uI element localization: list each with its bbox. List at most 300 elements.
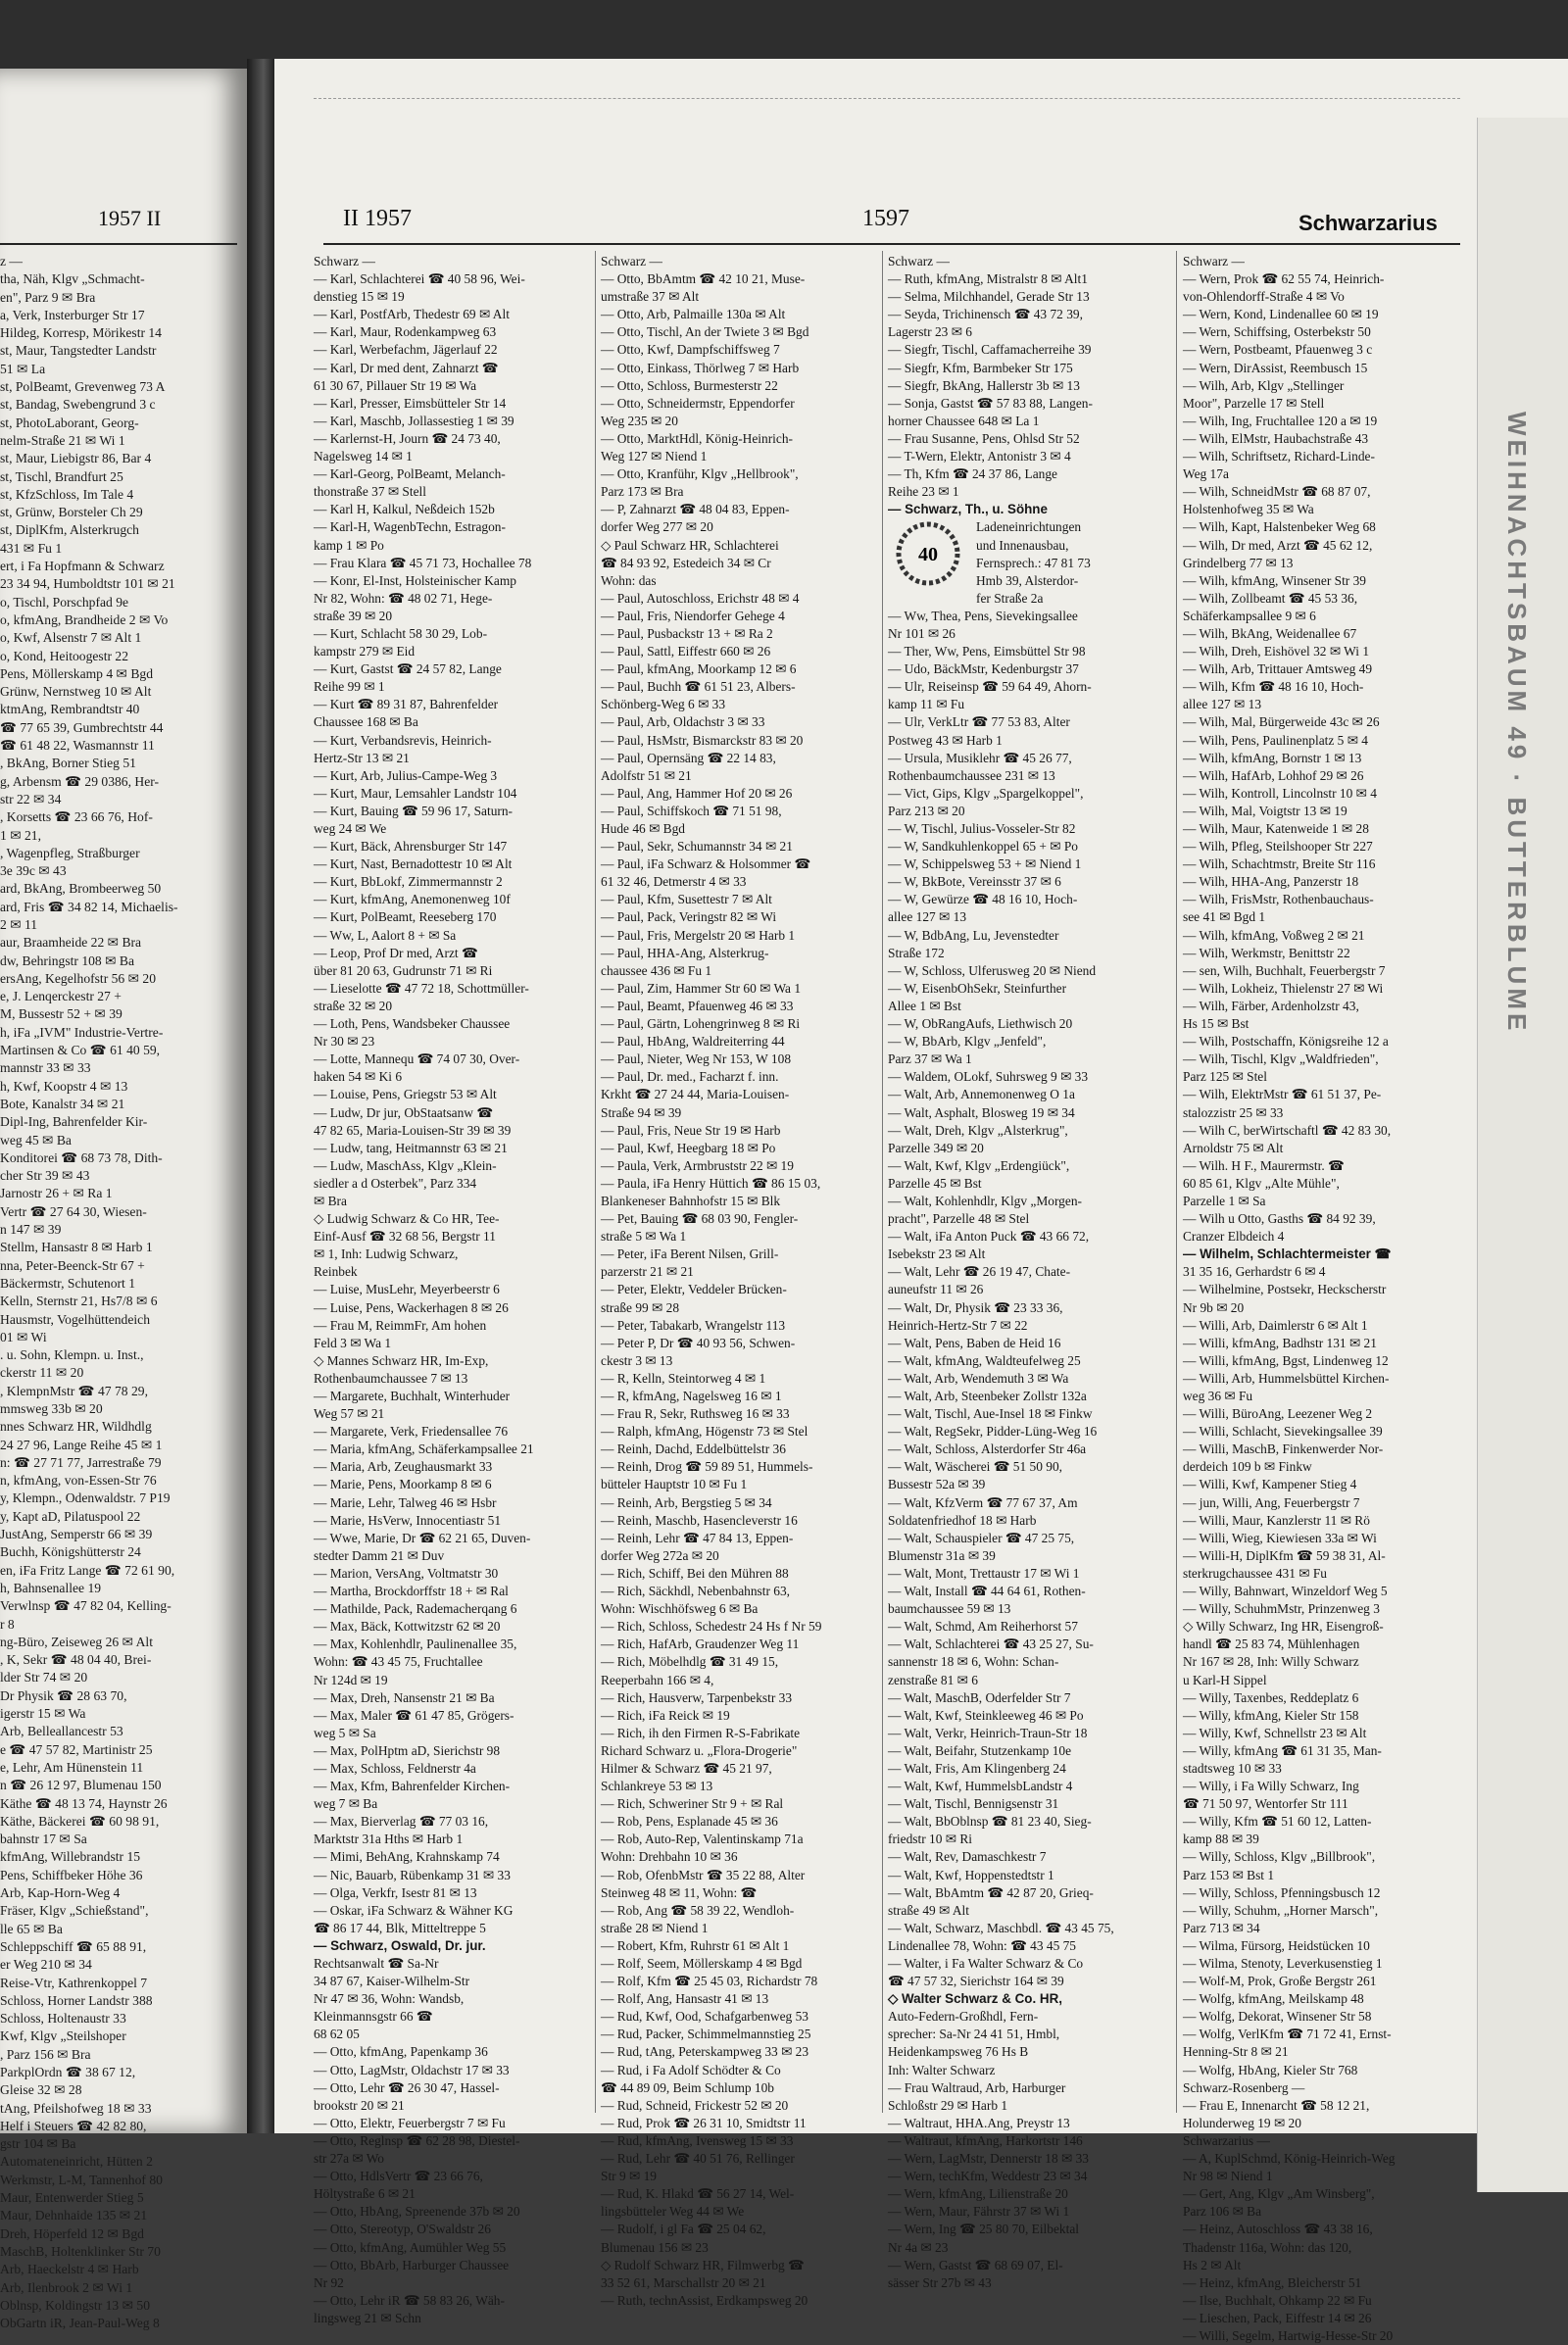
directory-entry-line: — Paul, Nieter, Weg Nr 153, W 108	[601, 1051, 792, 1067]
directory-entry-line: — Max, Bäck, Kottwitzstr 62 ✉ 20	[314, 1619, 501, 1635]
directory-entry-line: — Paul, Schiffskoch ☎ 71 51 98,	[601, 803, 782, 818]
directory-entry-line: — Rud, tAng, Peterskampweg 33 ✉ 23	[601, 2044, 809, 2060]
directory-entry-line: st, PolBeamt, Grevenweg 73 A	[0, 379, 166, 395]
directory-entry-line: — Siegfr, BkAng, Hallerstr 3b ✉ 13	[888, 377, 1080, 393]
directory-entry-line: Parzelle 1 ✉ Sa	[1183, 1193, 1266, 1208]
directory-entry-line: tAng, Pfeilshofweg 18 ✉ 33	[0, 2100, 152, 2116]
directory-entry-line: pracht", Parzelle 48 ✉ Stel	[888, 1211, 1030, 1227]
directory-entry-line: — Kurt, Maur, Lemsahler Landstr 104	[314, 785, 517, 801]
directory-entry-line: — Mathilde, Pack, Rademacherqang 6	[314, 1601, 517, 1617]
directory-entry-line: straße 5 ✉ Wa 1	[601, 1229, 687, 1245]
directory-entry-line: — Wilhelmine, Postsekr, Heckscherstr	[1183, 1282, 1387, 1297]
directory-entry-line: st, Bandag, Swebengrund 3 c	[0, 397, 156, 413]
directory-entry-line: — Otto, HbAng, Spreenende 37b ✉ 20	[314, 2204, 520, 2220]
directory-entry-line: — Walt, Verkr, Heinrich-Traun-Str 18	[888, 1725, 1088, 1740]
directory-entry-line: — Frau M, ReimmFr, Am hohen	[314, 1317, 487, 1333]
directory-entry-line: — Paul, Kfm, Susettestr 7 ✉ Alt	[601, 892, 772, 907]
directory-entry-line: — Wern, Kond, Lindenallee 60 ✉ 19	[1183, 307, 1379, 322]
directory-entry-line: a, Verk, Insterburger Str 17	[0, 307, 145, 322]
directory-entry-line: Martinsen & Co ☎ 61 40 59,	[0, 1043, 161, 1058]
directory-entry-line: — Paul, Gärtn, Lohengrinweg 8 ✉ Ri	[601, 1016, 801, 1032]
directory-entry-line: — Karl, Maur, Rodenkampweg 63	[314, 324, 497, 340]
directory-entry-line: — Wwe, Marie, Dr ☎ 62 21 65, Duven-	[314, 1530, 531, 1545]
directory-entry-line: — Wilh, Ing, Fruchtallee 120 a ✉ 19	[1183, 413, 1378, 428]
directory-entry-line: — W, Schloss, Ulferusweg 20 ✉ Niend	[888, 962, 1097, 978]
directory-entry-line: — Rich, HafArb, Graudenzer Weg 11	[601, 1637, 800, 1652]
directory-entry-line: Maur, Entenwerder Stieg 5	[0, 2190, 144, 2206]
directory-entry-line: ◇ Ludwig Schwarz & Co HR, Tee-	[314, 1211, 500, 1227]
directory-entry-line: Helf i Steuers ☎ 42 82 80,	[0, 2118, 147, 2133]
directory-entry-line: — Kurt, Bäck, Ahrensburger Str 147	[314, 839, 508, 855]
directory-entry-line: stadtsweg 10 ✉ 33	[1183, 1760, 1282, 1776]
directory-entry-line: n: ☎ 27 71 77, Jarrestraße 79	[0, 1454, 162, 1470]
directory-entry-line: — Rud, Packer, Schimmelmannstieg 25	[601, 2027, 811, 2042]
directory-entry-line: weg 7 ✉ Ba	[314, 1796, 378, 1812]
directory-entry-line: Jarnostr 26 + ✉ Ra 1	[0, 1186, 113, 1201]
directory-entry-line: — Otto, MarktHdl, König-Heinrich-	[601, 430, 793, 446]
directory-entry-line: Adolfstr 51 ✉ 21	[601, 767, 692, 783]
directory-entry-line: Werkmstr, L-M, Tannenhof 80	[0, 2172, 163, 2187]
directory-entry-line: Steinweg 48 ✉ 11, Wohn: ☎	[601, 1884, 758, 1900]
directory-entry-line: — Frau Waltraud, Arb, Harburger	[888, 2079, 1066, 2095]
directory-entry-line: — Frau R, Sekr, Ruthsweg 16 ✉ 33	[601, 1406, 790, 1422]
directory-entry-line: — Willy, kfmAng ☎ 61 31 35, Man-	[1183, 1742, 1382, 1758]
directory-entry-line: — Wilh, Arb, Trittauer Amtsweg 49	[1183, 661, 1373, 677]
directory-entry-line: sannenstr 18 ✉ 6, Wohn: Schan-	[888, 1654, 1059, 1670]
right-page-header-left: II 1957	[343, 206, 412, 231]
directory-entry-line: lingsbütteler Weg 44 ✉ We	[601, 2204, 745, 2220]
directory-entry-line: — Walt, RegSekr, Pidder-Lüng-Weg 16	[888, 1424, 1098, 1440]
directory-entry-line: — Wilh, ElektrMstr ☎ 61 51 37, Pe-	[1183, 1087, 1382, 1102]
directory-entry-line: kfmAng, Willebrandstr 15	[0, 1849, 141, 1865]
directory-entry-line: Pens, Schiffbeker Höhe 36	[0, 1867, 143, 1882]
directory-entry-line: mannstr 33 ✉ 33	[0, 1060, 91, 1076]
directory-entry-line: — Willi, Kwf, Kampener Stieg 4	[1183, 1477, 1357, 1492]
directory-entry-line: h, Kwf, Koopstr 4 ✉ 13	[0, 1078, 128, 1094]
directory-entry-line: Hilmer & Schwarz ☎ 45 21 97,	[601, 1760, 772, 1776]
directory-entry-line: kamp 1 ✉ Po	[314, 537, 384, 553]
directory-entry-line: Straße 94 ✉ 39	[601, 1104, 682, 1120]
directory-entry-line: — Kurt, Verbandsrevis, Heinrich-	[314, 732, 492, 748]
directory-entry-line: — Paul, Sattl, Eiffestr 660 ✉ 26	[601, 644, 771, 660]
directory-entry-line: — Marion, VersAng, Voltmatstr 30	[314, 1565, 499, 1581]
directory-entry-line: — Wilh, ElMstr, Haubachstraße 43	[1183, 430, 1369, 446]
directory-entry-line: — Walt, Kohlenhdlr, Klgv „Morgen-	[888, 1193, 1082, 1208]
directory-entry-line: str 22 ✉ 34	[0, 791, 62, 806]
directory-entry-line: — Walt, Kwf, HummelsbLandstr 4	[888, 1779, 1073, 1794]
directory-entry-line: nnes Schwarz HR, Wildhdlg	[0, 1419, 152, 1435]
directory-entry-line: ◇ Willy Schwarz, Ing HR, Eisengroß-	[1183, 1619, 1384, 1635]
directory-entry-line: Buchh, Königshütterstr 24	[0, 1544, 141, 1560]
directory-entry-line: — Walt, Fris, Am Klingenberg 24	[888, 1760, 1066, 1776]
directory-entry-line: MaschB, Holtenklinker Str 70	[0, 2243, 161, 2259]
directory-entry-line: — Paul, Ang, Hammer Hof 20 ✉ 26	[601, 785, 793, 801]
directory-entry-line: — Loth, Pens, Wandsbeker Chaussee	[314, 1016, 511, 1032]
directory-entry-line: — Otto, Lehr iR ☎ 58 83 26, Wäh-	[314, 2292, 505, 2308]
emblem-number: 40	[918, 543, 938, 565]
directory-entry-line: — Walt, Dreh, Klgv „Alsterkrug",	[888, 1122, 1068, 1138]
directory-entry-line: dw, Behringstr 108 ✉ Ba	[0, 953, 134, 968]
directory-entry-line: Höltystraße 6 ✉ 21	[314, 2186, 416, 2202]
directory-entry-line: sterkrugchaussee 431 ✉ Fu	[1183, 1565, 1327, 1581]
directory-entry-line: Heinrich-Hertz-Str 7 ✉ 22	[888, 1317, 1028, 1333]
directory-entry-line: ☎ 44 89 09, Beim Schlump 10b	[601, 2079, 774, 2095]
directory-entry-line: Nr 30 ✉ 23	[314, 1034, 375, 1050]
column-3	[888, 253, 1170, 2292]
directory-entry-line: e, J. Lenqerckestr 27 +	[0, 989, 122, 1004]
directory-entry-line: ckerstr 11 ✉ 20	[0, 1365, 84, 1381]
directory-entry-line: ng-Büro, Zeiseweg 26 ✉ Alt	[0, 1634, 153, 1649]
directory-entry-line: — Walt, Arb, Annemonenweg O 1a	[888, 1087, 1075, 1102]
directory-entry-line: — Walt, BbAmtm ☎ 42 87 20, Grieq-	[888, 1884, 1094, 1900]
directory-entry-line: Kelln, Sternstr 21, Hs7/8 ✉ 6	[0, 1294, 158, 1309]
directory-entry-line: von-Ohlendorff-Straße 4 ✉ Vo	[1183, 289, 1345, 305]
directory-entry-line: straße 32 ✉ 20	[314, 998, 393, 1013]
directory-entry-line: — Siegfr, Tischl, Caffamacherreihe 39	[888, 342, 1092, 358]
directory-entry-line: — Walt, Kwf, Hoppenstedtstr 1	[888, 1867, 1054, 1882]
directory-entry-line: Weg 17a	[1183, 466, 1229, 482]
directory-entry-line: — Marie, HsVerw, Innocentiastr 51	[314, 1512, 502, 1528]
edge-text: WEIHNACHTSBAUM 49 · BUTTERBLUME	[1502, 412, 1532, 1035]
directory-entry-line: — Wolfg, VerlKfm ☎ 71 72 41, Ernst-	[1183, 2027, 1392, 2042]
directory-entry-line: — Walt, MaschB, Oderfelder Str 7	[888, 1689, 1071, 1705]
directory-entry-line: see 41 ✉ Bgd 1	[1183, 909, 1266, 925]
directory-entry-line: dorfer Weg 277 ✉ 20	[601, 519, 713, 535]
directory-entry-line: — Willy, Schuhm, „Horner Marsch",	[1183, 1902, 1379, 1918]
directory-entry-line: — Otto, Arb, Palmaille 130a ✉ Alt	[601, 307, 786, 322]
directory-entry-line: — Walt, Tischl, Aue-Insel 18 ✉ Finkw	[888, 1406, 1093, 1422]
directory-entry-line: h, Bahnsenallee 19	[0, 1580, 102, 1595]
directory-entry-line: — Rolf, Kfm ☎ 25 45 03, Richardstr 78	[601, 1974, 818, 1989]
directory-entry-line: Käthe ☎ 48 13 74, Haynstr 26	[0, 1795, 168, 1811]
directory-entry-line: JustAng, Semperstr 66 ✉ 39	[0, 1527, 153, 1542]
directory-entry-line: — Rob, Pens, Esplanade 45 ✉ 36	[601, 1814, 778, 1830]
directory-entry-line: st, KfzSchloss, Im Tale 4	[0, 486, 134, 502]
directory-entry-line: Schönberg-Weg 6 ✉ 33	[601, 697, 726, 712]
directory-entry-line: — Walt, Schwarz, Maschbdl. ☎ 43 45 75,	[888, 1920, 1114, 1935]
directory-entry-line: 24 27 96, Lange Reihe 45 ✉ 1	[0, 1437, 163, 1452]
directory-entry-line: — Wern, Prok ☎ 62 55 74, Heinrich-	[1183, 271, 1385, 287]
directory-entry-line: umstraße 37 ✉ Alt	[601, 289, 700, 305]
directory-entry-line: — Ludw, Dr jur, ObStaatsanw ☎	[314, 1104, 494, 1120]
directory-entry-line: Hs 15 ✉ Bst	[1183, 1016, 1250, 1032]
directory-entry-line: Kleinmannsgstr 66 ☎	[314, 2009, 433, 2025]
directory-entry-line: — Walt, BbOblnsp ☎ 81 23 40, Sieg-	[888, 1814, 1092, 1830]
directory-entry-line: — Wilh. H F., Maurermstr. ☎	[1183, 1157, 1345, 1173]
top-fold-line	[314, 98, 1460, 99]
directory-entry-line: — Waltraut, HHA.Ang, Preystr 13	[888, 2115, 1070, 2130]
directory-entry-line: fer Straße 2a	[976, 590, 1044, 606]
directory-entry-line: st, Maur, Tangstedter Landstr	[0, 343, 157, 359]
directory-entry-line: Maur, Dehnhaide 135 ✉ 21	[0, 2208, 148, 2223]
directory-entry-line: — Nic, Bauarb, Rübenkamp 31 ✉ 33	[314, 1867, 511, 1882]
directory-entry-line: nelm-Straße 21 ✉ Wi 1	[0, 432, 125, 448]
directory-entry-line: — Th, Kfm ☎ 24 37 86, Lange	[888, 466, 1058, 482]
directory-entry-line: — Otto, BbArb, Harburger Chaussee	[314, 2257, 510, 2272]
directory-entry-line: aur, Braamheide 22 ✉ Bra	[0, 935, 142, 951]
directory-entry-line: Allee 1 ✉ Bst	[888, 998, 961, 1013]
directory-entry-line: weg 45 ✉ Ba	[0, 1132, 72, 1148]
directory-entry-line: — Wern, Schiffsing, Osterbekstr 50	[1183, 324, 1371, 340]
directory-entry-line: — Wilh, HHA-Ang, Panzerstr 18	[1183, 874, 1359, 890]
directory-entry-line: Automateneinricht, Hütten 2	[0, 2154, 153, 2170]
directory-entry-line: — Frau Klara ☎ 45 71 73, Hochallee 78	[314, 555, 532, 570]
directory-entry-line: — Kurt, Arb, Julius-Campe-Weg 3	[314, 767, 498, 783]
directory-entry-line: — W, ObRangAufs, Liethwisch 20	[888, 1016, 1073, 1032]
directory-entry-line: — Otto, Kranführ, Klgv „Hellbrook",	[601, 466, 799, 482]
directory-entry-line: ☎ 77 65 39, Gumbrechtstr 44	[0, 719, 164, 735]
directory-entry-line: Schloss, Holtenaustr 33	[0, 2011, 126, 2027]
directory-entry-line: — R, Kelln, Steintorweg 4 ✉ 1	[601, 1370, 766, 1386]
directory-entry-line: Arb, Belleallancestr 53	[0, 1724, 123, 1739]
directory-entry-line: — Willy, Kwf, Schnellstr 23 ✉ Alt	[1183, 1725, 1367, 1740]
directory-entry-line: — Rob, Auto-Rep, Valentinskamp 71a	[601, 1832, 804, 1847]
directory-entry-line: — jun, Willi, Ang, Feuerbergstr 7	[1183, 1494, 1360, 1510]
directory-entry-line: — Wilh, Schriftsetz, Richard-Linde-	[1183, 449, 1375, 464]
directory-entry-line: Bäckermstr, Schutenort 1	[0, 1275, 136, 1291]
book-gutter	[247, 59, 274, 2133]
directory-entry-line: — Paul, Pusbackstr 13 + ✉ Ra 2	[601, 625, 773, 641]
directory-entry-line: — Otto, Schneidermstr, Eppendorfer	[601, 395, 795, 411]
directory-entry-line: Bote, Kanalstr 34 ✉ 21	[0, 1096, 125, 1111]
directory-entry-line: Ladeneinrichtungen	[976, 519, 1082, 535]
directory-entry-line: — Otto, Schloss, Burmesterstr 22	[601, 377, 778, 393]
directory-entry-line: straße 39 ✉ 20	[314, 608, 393, 623]
directory-entry-line: Gleise 32 ✉ 28	[0, 2082, 82, 2098]
directory-entry-line: tha, Näh, Klgv „Schmacht-	[0, 271, 145, 287]
directory-entry-line: — Rich, Säckhdl, Nebenbahnstr 63,	[601, 1584, 791, 1599]
directory-entry-line: — Oskar, iFa Schwarz & Wähner KG	[314, 1902, 514, 1918]
directory-entry-line: — Willi, Arb, Hummelsbüttel Kirchen-	[1183, 1370, 1390, 1386]
directory-entry-line: Schlankreye 53 ✉ 13	[601, 1779, 713, 1794]
directory-entry-line: Nr 82, Wohn: ☎ 48 02 71, Hege-	[314, 590, 493, 606]
directory-entry-line: Nr 47 ✉ 36, Wohn: Wandsb,	[314, 1991, 465, 2007]
directory-entry-line: — Paul, Arb, Oldachstr 3 ✉ 33	[601, 714, 765, 730]
directory-entry-line: — Willi, kfmAng, Bgst, Lindenweg 12	[1183, 1352, 1389, 1368]
directory-entry-line: — Karlernst-H, Journ ☎ 24 73 40,	[314, 430, 501, 446]
directory-entry-line: Dr Physik ☎ 28 63 70,	[0, 1687, 127, 1703]
directory-entry-line: — Udo, BäckMstr, Kedenburgstr 37	[888, 661, 1079, 677]
directory-entry-line: — Peter, Tabakarb, Wrangelstr 113	[601, 1317, 786, 1333]
directory-entry-line: — Seyda, Trichinensch ☎ 43 72 39,	[888, 307, 1083, 322]
directory-entry-line: 61 30 67, Pillauer Str 19 ✉ Wa	[314, 377, 477, 393]
directory-entry-line: ☎ 86 17 44, Blk, Mitteltreppe 5	[314, 1920, 486, 1935]
directory-entry-line: g, Arbensm ☎ 29 0386, Her-	[0, 773, 160, 789]
directory-entry-line: — Wolf-M, Prok, Große Bergstr 261	[1183, 1974, 1377, 1989]
directory-entry-line: Fräser, Klgv „Schießstand",	[0, 1903, 149, 1919]
directory-entry-line: Nr 92	[314, 2274, 344, 2290]
directory-entry-line: — Paul, HbAng, Waldreiterring 44	[601, 1034, 785, 1050]
directory-entry-line: haken 54 ✉ Ki 6	[314, 1069, 403, 1085]
directory-entry-line: Arnoldstr 75 ✉ Alt	[1183, 1140, 1284, 1155]
directory-entry-line: — Rolf, Ang, Hansastr 41 ✉ 13	[601, 1991, 769, 2007]
directory-entry-line: — Heinz, kfmAng, Bleicherstr 51	[1183, 2274, 1362, 2290]
directory-entry-line: — Willi, Arb, Daimlerstr 6 ✉ Alt 1	[1183, 1317, 1368, 1333]
directory-entry-line: — Wern, Gastst ☎ 68 69 07, El-	[888, 2257, 1063, 2272]
header-rule	[323, 243, 1460, 245]
directory-entry-line: — Rob, Ang ☎ 58 39 22, Wendloh-	[601, 1902, 795, 1918]
directory-entry-line: — Mimi, BehAng, Krahnskamp 74	[314, 1849, 500, 1865]
directory-entry-line: — W, EisenbOhSekr, Steinfurther	[888, 980, 1067, 996]
directory-entry-line: — Maria, Arb, Zeughausmarkt 33	[314, 1459, 493, 1475]
directory-entry-line: — Walt, kfmAng, Waldteufelweg 25	[888, 1352, 1081, 1368]
directory-entry-line: — Wilma, Fürsorg, Heidstücken 10	[1183, 1937, 1370, 1953]
directory-entry-line: Isebekstr 23 ✉ Alt	[888, 1246, 986, 1262]
directory-entry-line: Chaussee 168 ✉ Ba	[314, 714, 418, 730]
directory-entry-line: — Wilh, Färber, Ardenholzstr 43,	[1183, 998, 1359, 1013]
directory-entry-line: Weg 235 ✉ 20	[601, 413, 678, 428]
directory-entry-line: Krkht ☎ 27 24 44, Maria-Louisen-	[601, 1087, 790, 1102]
directory-entry-line: — Lieschen, Pack, Eiffestr 14 ✉ 26	[1183, 2310, 1372, 2325]
directory-entry-line: Hertz-Str 13 ✉ 21	[314, 750, 410, 765]
directory-entry-line: e, Lehr, Am Hünenstein 11	[0, 1759, 144, 1775]
directory-entry-line: — Paul, Autoschloss, Erichstr 48 ✉ 4	[601, 590, 800, 606]
directory-entry-line: — Paul, Dr. med., Facharzt f. inn.	[601, 1069, 779, 1085]
directory-entry-line: — Ther, Ww, Pens, Eimsbüttel Str 98	[888, 644, 1086, 660]
directory-entry-line: — Karl, PostfArb, Thedestr 69 ✉ Alt	[314, 307, 510, 322]
directory-entry-line: Reeperbahn 166 ✉ 4,	[601, 1672, 714, 1687]
directory-entry-line: Parzelle 349 ✉ 20	[888, 1140, 984, 1155]
directory-entry-line: — Wilh, Zollbeamt ☎ 45 53 36,	[1183, 590, 1358, 606]
directory-entry-line: Dipl-Ing, Bahrenfelder Kir-	[0, 1114, 148, 1130]
directory-entry-line: — Otto, Elektr, Feuerbergstr 7 ✉ Fu	[314, 2115, 506, 2130]
directory-entry-line: — Wilh, Lokheiz, Thielenstr 27 ✉ Wi	[1183, 980, 1384, 996]
directory-entry-line: — Walt, Schauspieler ☎ 47 25 75,	[888, 1530, 1075, 1545]
directory-entry-line: — Schwarz, Th., u. Söhne	[888, 502, 1048, 517]
column-divider	[882, 251, 883, 2113]
directory-entry-line: — Karl, Maschb, Jollassestieg 1 ✉ 39	[314, 413, 514, 428]
directory-entry-line: — Ww, L, Aalort 8 + ✉ Sa	[314, 927, 457, 943]
directory-entry-line: Parz 713 ✉ 34	[1183, 1920, 1260, 1935]
directory-entry-line: — Wilh, Schachtmstr, Breite Str 116	[1183, 856, 1376, 872]
directory-entry-line: — Gert, Ang, Klgv „Am Winsberg",	[1183, 2186, 1375, 2202]
directory-entry-line: ◇ Paul Schwarz HR, Schlachterei	[601, 537, 779, 553]
directory-entry-line: — Ruth, technAssist, Erdkampsweg 20	[601, 2292, 808, 2308]
directory-entry-line: — Ulr, VerkLtr ☎ 77 53 83, Alter	[888, 714, 1070, 730]
directory-entry-line: Dreh, Höperfeld 12 ✉ Bgd	[0, 2225, 144, 2241]
directory-entry-line: — Otto, Reglnsp ☎ 62 28 98, Diestel-	[314, 2132, 520, 2148]
directory-entry-line: — Marie, Pens, Moorkamp 8 ✉ 6	[314, 1477, 492, 1492]
directory-entry-line: Schwarz —	[888, 254, 950, 269]
directory-entry-line: n, kfmAng, von-Essen-Str 76	[0, 1473, 157, 1489]
directory-entry-line: — Wilh, Tischl, Klgv „Waldfrieden",	[1183, 1051, 1379, 1067]
directory-entry-line: — Rich, ih den Firmen R-S-Fabrikate	[601, 1725, 801, 1740]
directory-entry-line: Weg 127 ✉ Niend 1	[601, 449, 708, 464]
directory-entry-line: , Parz 156 ✉ Bra	[0, 2046, 91, 2062]
directory-entry-line: M, Bussestr 52 + ✉ 39	[0, 1006, 122, 1022]
directory-entry-line: — Margarete, Buchhalt, Winterhuder	[314, 1389, 511, 1403]
directory-entry-line: en", Parz 9 ✉ Bra	[0, 289, 96, 305]
directory-entry-line: — Willi, kfmAng, Badhstr 131 ✉ 21	[1183, 1335, 1377, 1350]
directory-entry-line: — Rich, Hausverw, Tarpenbekstr 33	[601, 1689, 793, 1705]
left-page-header: 1957 II	[98, 206, 162, 230]
directory-entry-line: Schloßstr 29 ✉ Harb 1	[888, 2097, 1008, 2113]
directory-entry-line: — Willi, Segelm, Hartwig-Hesse-Str 20	[1183, 2327, 1394, 2343]
directory-entry-line: — Reinh, Maschb, Hasencleverstr 16	[601, 1512, 798, 1528]
directory-entry-line: . u. Sohn, Klempn. u. Inst.,	[0, 1347, 144, 1363]
directory-entry-line: — Heinz, Autoschloss ☎ 43 38 16,	[1183, 2222, 1373, 2237]
directory-entry-line: — Wilh, BkAng, Weidenallee 67	[1183, 625, 1357, 641]
directory-entry-line: straße 49 ✉ Alt	[888, 1902, 969, 1918]
directory-entry-line: ☎ 47 57 32, Sierichstr 164 ✉ 39	[888, 1974, 1064, 1989]
directory-entry-line: 1 ✉ 21,	[0, 827, 41, 843]
directory-entry-line: thonstraße 37 ✉ Stell	[314, 484, 426, 500]
directory-entry-line: — Max, Bierverlag ☎ 77 03 16,	[314, 1814, 489, 1830]
directory-entry-line: — Rich, Schloss, Schedestr 24 Hs f Nr 59	[601, 1619, 822, 1635]
directory-entry-line: Nagelsweg 14 ✉ 1	[314, 449, 413, 464]
directory-entry-line: — Wilh, Dr med, Arzt ☎ 45 62 12,	[1183, 537, 1373, 553]
directory-entry-line: Grindelberg 77 ✉ 13	[1183, 555, 1294, 570]
directory-entry-line: Feld 3 ✉ Wa 1	[314, 1335, 392, 1350]
directory-entry-line: Marktstr 31a Hths ✉ Harb 1	[314, 1832, 464, 1847]
column-divider	[595, 251, 596, 2113]
directory-entry-line: — Max, Dreh, Nansenstr 21 ✉ Ba	[314, 1689, 495, 1705]
directory-entry-line: ParkplOrdn ☎ 38 67 12,	[0, 2064, 136, 2079]
directory-entry-line: Nr 167 ✉ 28, Inh: Willy Schwarz	[1183, 1654, 1359, 1670]
directory-entry-line: — Waltraut, kfmAng, Harkortstr 146	[888, 2132, 1083, 2148]
directory-entry-line: 01 ✉ Wi	[0, 1329, 47, 1344]
directory-entry-line: — Otto, Stereotyp, O'Swaldstr 26	[314, 2222, 491, 2237]
directory-entry-line: Arb, Haeckelstr 4 ✉ Harb	[0, 2262, 139, 2277]
directory-entry-line: Reihe 23 ✉ 1	[888, 484, 959, 500]
directory-entry-line: , K, Sekr ☎ 48 04 40, Brei-	[0, 1652, 152, 1668]
directory-entry-line: Arb, Ilenbrook 2 ✉ Wi 1	[0, 2279, 133, 2295]
directory-entry-line: Nr 101 ✉ 26	[888, 625, 956, 641]
adjacent-page-edge	[1477, 118, 1568, 2192]
directory-entry-line: kampstr 279 ✉ Eid	[314, 644, 416, 660]
directory-entry-line: str 27a ✉ Wo	[314, 2151, 385, 2167]
directory-entry-line: Pens, Möllerskamp 4 ✉ Bgd	[0, 665, 154, 681]
directory-entry-line: — Peter P, Dr ☎ 40 93 56, Schwen-	[601, 1335, 796, 1350]
directory-entry-line: — Paul, Opernsäng ☎ 22 14 83,	[601, 750, 776, 765]
directory-entry-line: st, Maur, Liebigstr 86, Bar 4	[0, 451, 152, 466]
directory-entry-line: — Ursula, Musiklehr ☎ 45 26 77,	[888, 750, 1072, 765]
directory-entry-line: Wohn: ☎ 43 45 75, Fruchtallee	[314, 1654, 483, 1670]
directory-entry-line: dorfer Weg 272a ✉ 20	[601, 1547, 719, 1563]
directory-entry-line: — Louise, Pens, Griegstr 53 ✉ Alt	[314, 1087, 497, 1102]
directory-entry-line: Blankeneser Bahnhofstr 15 ✉ Blk	[601, 1193, 781, 1208]
directory-entry-line: — Reinh, Drog ☎ 59 89 51, Hummels-	[601, 1459, 813, 1475]
directory-entry-line: baumchaussee 59 ✉ 13	[888, 1601, 1011, 1617]
directory-entry-line: Nr 4a ✉ 23	[888, 2239, 949, 2255]
directory-entry-line: Fernsprech.: 47 81 73	[976, 555, 1091, 570]
directory-entry-line: — Wolfg, kfmAng, Meilskamp 48	[1183, 1991, 1364, 2007]
directory-entry-line: Parz 106 ✉ Ba	[1183, 2204, 1262, 2220]
directory-entry-line: — Paul, Fris, Neue Str 19 ✉ Harb	[601, 1122, 781, 1138]
directory-entry-line: — Wilh, Arb, Klgv „Stellinger	[1183, 377, 1345, 393]
directory-entry-line: — Sonja, Gastst ☎ 57 83 88, Langen-	[888, 395, 1093, 411]
directory-entry-line: — Otto, LagMstr, Oldachstr 17 ✉ 33	[314, 2062, 510, 2077]
directory-entry-line: Grünw, Nernstweg 10 ✉ Alt	[0, 684, 152, 700]
directory-entry-line: ersAng, Kegelhofstr 56 ✉ 20	[0, 970, 157, 986]
directory-entry-line: ☎ 84 93 92, Estedeich 34 ✉ Cr	[601, 555, 771, 570]
directory-entry-line: — T-Wern, Elektr, Antonistr 3 ✉ 4	[888, 449, 1071, 464]
directory-entry-line: — Paul, Fris, Niendorfer Gehege 4	[601, 608, 785, 623]
directory-entry-line: — Vict, Gips, Klgv „Spargelkoppel",	[888, 785, 1084, 801]
directory-entry-line: siedler a d Osterbek", Parz 334	[314, 1175, 477, 1191]
directory-entry-line: — Paul, Zim, Hammer Str 60 ✉ Wa 1	[601, 980, 802, 996]
directory-entry-line: — Walt, Schloss, Alsterdorfer Str 46a	[888, 1441, 1087, 1457]
directory-entry-line: — Konr, El-Inst, Holsteinischer Kamp	[314, 572, 516, 588]
directory-entry-line: — Peter, iFa Berent Nilsen, Grill-	[601, 1246, 779, 1262]
directory-entry-line: y, Kapt aD, Pilatuspool 22	[0, 1508, 141, 1524]
directory-entry-line: — Wern, DirAssist, Reembusch 15	[1183, 360, 1368, 375]
directory-entry-line: — Paul, HHA-Ang, Alsterkrug-	[601, 945, 769, 960]
directory-entry-line: — Schwarz, Oswald, Dr. jur.	[314, 1937, 486, 1953]
directory-entry-line: — Paul, HsMstr, Bismarckstr 83 ✉ 20	[601, 732, 804, 748]
directory-entry-line: — Otto, BbAmtm ☎ 42 10 21, Muse-	[601, 271, 806, 287]
directory-entry-line: Vertr ☎ 27 64 30, Wiesen-	[0, 1203, 147, 1219]
